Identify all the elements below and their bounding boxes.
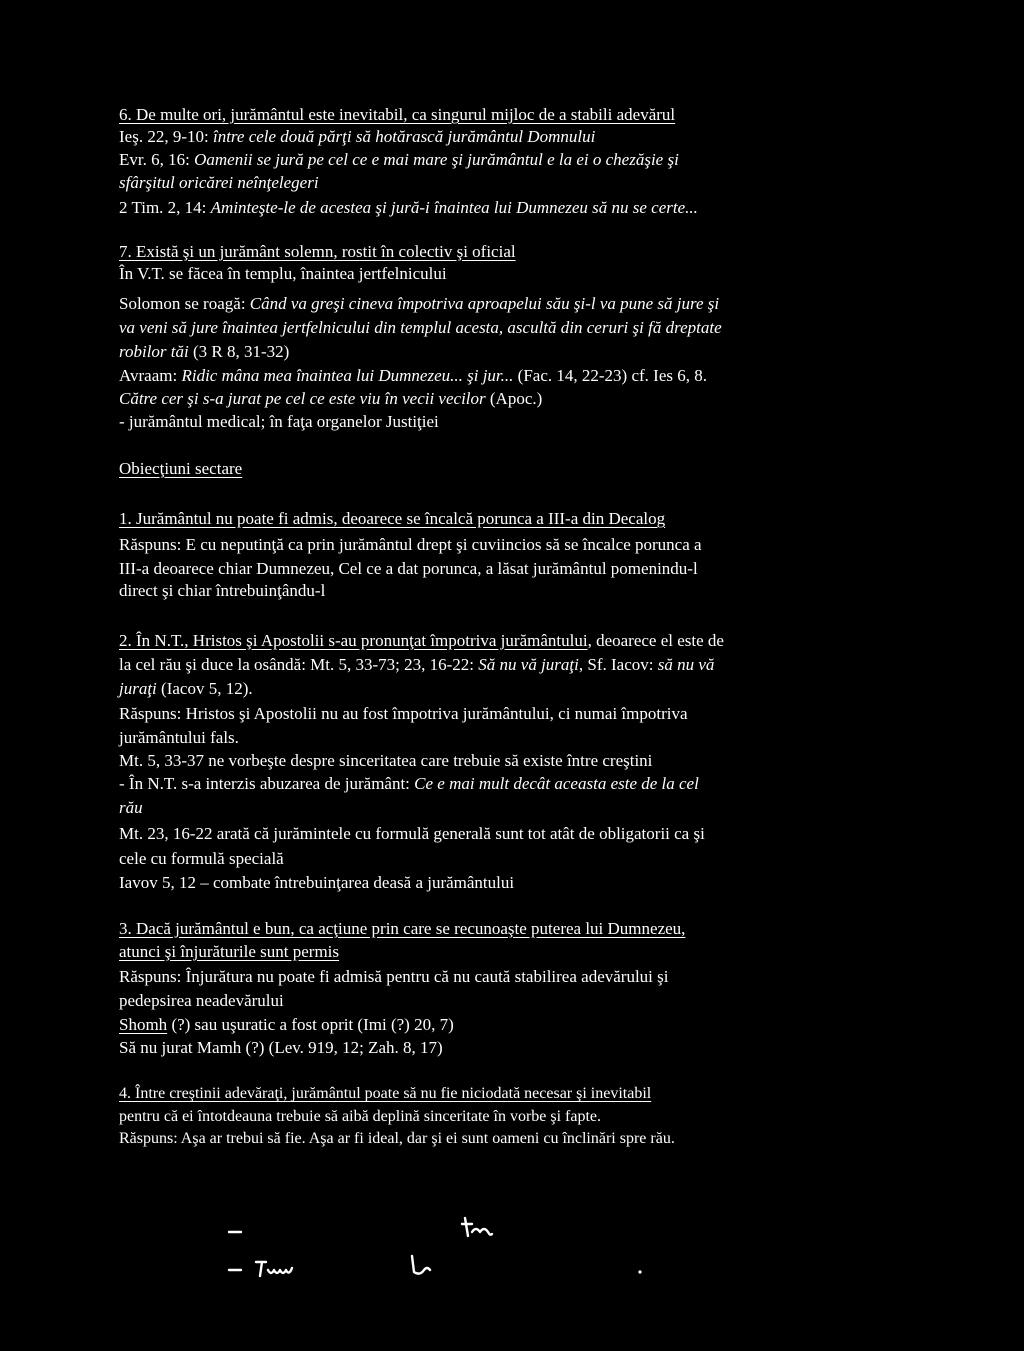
objections-heading: Obiecţiuni sectare (119, 459, 243, 478)
section-7-line-6: Către cer şi s-a jurat pe cel ce este viu în vecii vecilor (Apoc.) (119, 389, 543, 408)
section-7-line-5: Avraam: Ridic mâna mea înaintea lui Dumnezeu... şi jur... (Fac. 14, 22-23) cf. Ies 6, 8. (119, 366, 707, 385)
objection-4-heading: 4. Între creştinii adevăraţi, jurământul poate să nu fie niciodată necesar şi inevitabil (119, 1085, 652, 1102)
objection-3-line-1: Răspuns: Înjurătura nu poate fi admisă pentru că nu caută stabilirea adevărului şi (119, 967, 669, 986)
section-6-line-4: 2 Tim. 2, 14: Aminteşte-le de acestea şi jură-i înaintea lui Dumnezeu să nu se certe... (119, 198, 698, 217)
section-7-line-3: va veni să jure înaintea jertfelnicului din templul acesta, ascultă din ceruri şi fă dreptate (119, 318, 722, 337)
section-7-heading: 7. Există şi un jurământ solemn, rostit în colectiv şi oficial (119, 242, 516, 261)
section-7-line-2: Solomon se roagă: Când va greşi cineva împotriva aproapelui său şi-l va pune să jure şi (119, 294, 720, 313)
objection-1-line-1: Răspuns: E cu neputinţă ca prin jurământul drept şi cuviincios să se încalce porunca a (119, 535, 702, 554)
handwritten-mark-t (256, 1262, 266, 1276)
objection-4-line-1: pentru că ei întotdeauna trebuie să aibă deplină sinceritate în vorbe şi fapte. (119, 1108, 602, 1125)
handwritten-dot (638, 1270, 641, 1273)
objection-3-heading-1: 3. Dacă jurământul e bun, ca acţiune prin care se recunoaşte puterea lui Dumnezeu, (119, 919, 686, 938)
objection-1-line-2: III-a deoarece chiar Dumnezeu, Cel ce a dat porunca, a lăsat jurământul pomenindu-l (119, 559, 698, 578)
objection-2-line-2: juraţi (Iacov 5, 12). (119, 679, 253, 698)
objection-2-line-4: jurământului fals. (119, 728, 239, 747)
objection-1-line-3: direct şi chiar întrebuinţându-l (119, 581, 326, 600)
objection-2-line-10: Iavov 5, 12 – combate întrebuinţarea deasă a jurământului (119, 873, 515, 892)
objection-2-line-1: la cel rău şi duce la osândă: Mt. 5, 33-73; 23, 16-22: Să nu vă juraţi, Sf. Iacov: să nu vă (119, 655, 715, 674)
objection-3-heading-2: atunci şi înjurăturile sunt permis (119, 942, 340, 961)
section-7-line-4: robilor tăi (3 R 8, 31-32) (119, 342, 290, 361)
section-6-line-2: Evr. 6, 16: Oamenii se jură pe cel ce e mai mare şi jurământul e la ei o chezăşie şi (119, 150, 679, 169)
objection-2-line-9: cele cu formulă specială (119, 849, 284, 868)
objection-2-line-6: - În N.T. s-a interzis abuzarea de jurământ: Ce e mai mult decât aceasta este de la cel (119, 774, 699, 793)
objection-1-heading: 1. Jurământul nu poate fi admis, deoarece se încalcă porunca a III-a din Decalog (119, 509, 666, 528)
objection-2-line-3: Răspuns: Hristos şi Apostolii nu au fost împotriva jurământului, ci numai împotriva (119, 704, 688, 723)
handwritten-mark-top (462, 1218, 492, 1236)
objection-3-line-2: pedepsirea neadevărului (119, 991, 284, 1010)
handwritten-mark-tu (412, 1256, 430, 1274)
objection-2-heading: 2. În N.T., Hristos şi Apostolii s-au pronunţat împotriva jurământului, deoarece el este de (119, 631, 724, 650)
section-6-line-1: Ieş. 22, 9-10: între cele două părţi să hotărască jurământul Domnului (119, 127, 596, 146)
objection-3-line-3: Shomh (?) sau uşuratic a fost oprit (Imi (?) 20, 7) (119, 1015, 454, 1034)
section-7-line-1: În V.T. se făcea în templu, înaintea jertfelnicului (119, 264, 447, 283)
objection-2-line-7: rău (119, 798, 143, 817)
objection-4-line-2: Răspuns: Aşa ar trebui să fie. Aşa ar fi ideal, dar şi ei sunt oameni cu înclinări spre rău. (119, 1130, 675, 1147)
handwritten-mark-scribble (268, 1268, 292, 1273)
section-6-line-3: sfârşitul oricărei neînţelegeri (119, 173, 319, 192)
section-6-heading: 6. De multe ori, jurământul este inevitabil, ca singurul mijloc de a stabili adevărul (119, 105, 676, 124)
objection-2-line-5: Mt. 5, 33-37 ne vorbeşte despre sinceritatea care trebuie să existe între creştini (119, 751, 653, 770)
section-7-line-7: - jurământul medical; în faţa organelor Justiţiei (119, 412, 439, 431)
objection-2-line-8: Mt. 23, 16-22 arată că jurămintele cu formulă generală sunt tot atât de obligatorii ca şi (119, 824, 705, 843)
objection-3-line-4: Să nu jurat Mamh (?) (Lev. 919, 12; Zah. 8, 17) (119, 1038, 443, 1057)
